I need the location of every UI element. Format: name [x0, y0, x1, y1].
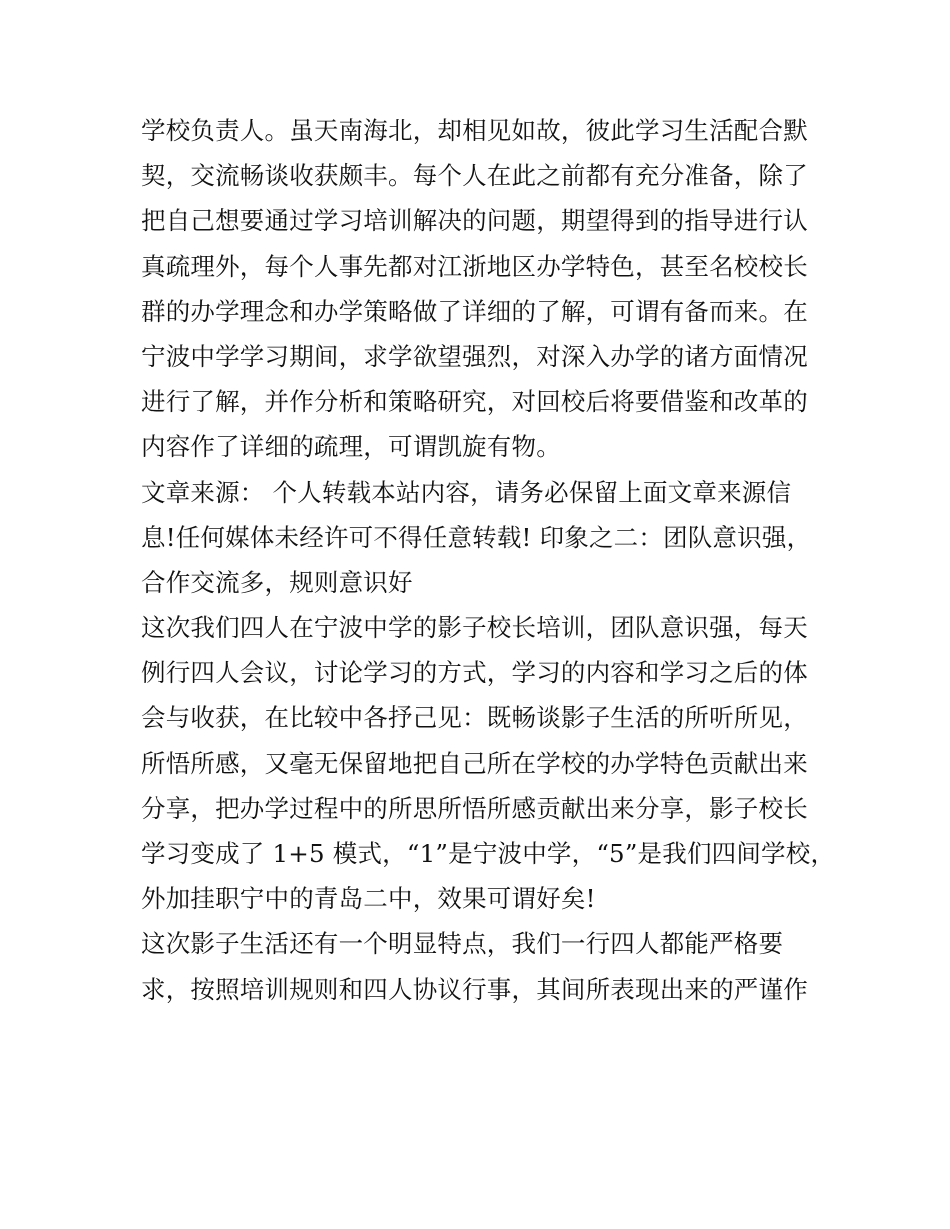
- source-notice-line: 息!任何媒体未经许可不得任意转载! 印象之二：团队意识强，: [141, 522, 812, 552]
- text-line: 这次影子生活还有一个明显特点，我们一行四人都能严格要: [141, 929, 784, 959]
- text-line: 学习变成了 1+5 模式，“1”是宁波中学，“5”是我们四间学校，: [141, 839, 836, 868]
- document-body: [141, 108, 836, 1012]
- text-line: 契，交流畅谈收获颇丰。每个人在此之前都有充分准备，除了: [141, 161, 808, 191]
- text-line: 学校负责人。虽天南海北，却相见如故，彼此学习生活配合默: [141, 116, 808, 145]
- text-line: 把自己想要通过学习培训解决的问题，期望得到的指导进行认: [141, 206, 808, 236]
- text-line: 分享，把办学过程中的所思所悟所感贡献出来分享，影子校长: [141, 793, 808, 823]
- text-line: 所悟所感，又毫无保留地把自己所在学校的办学特色贡献出来: [141, 748, 808, 778]
- text-line: 宁波中学学习期间，求学欲望强烈，对深入办学的诸方面情况: [141, 341, 808, 371]
- text-line: 外加挂职宁中的青岛二中，效果可谓好矣!: [141, 884, 596, 914]
- text-line: 内容作了详细的疏理，可谓凯旋有物。: [141, 432, 561, 462]
- text-line: 进行了解，并作分析和策略研究，对回校后将要借鉴和改革的: [141, 387, 808, 417]
- text-line: 群的办学理念和办学策略做了详细的了解，可谓有备而来。在: [141, 296, 808, 326]
- section-heading-line: 合作交流多，规则意识好: [141, 567, 413, 597]
- text-line: 会与收获，在比较中各抒己见：既畅谈影子生活的所听所见，: [141, 703, 808, 733]
- text-line: 求，按照培训规则和四人协议行事，其间所表现出来的严谨作: [141, 974, 808, 1004]
- text-line: 真疏理外，每个人事先都对江浙地区办学特色，甚至名校校长: [141, 251, 808, 281]
- text-line: 这次我们四人在宁波中学的影子校长培训，团队意识强，每天: [141, 613, 808, 643]
- text-line: 例行四人会议，讨论学习的方式，学习的内容和学习之后的体: [141, 658, 808, 688]
- source-notice-line: 文章来源： 个人转载本站内容，请务必保留上面文章来源信: [141, 477, 792, 507]
